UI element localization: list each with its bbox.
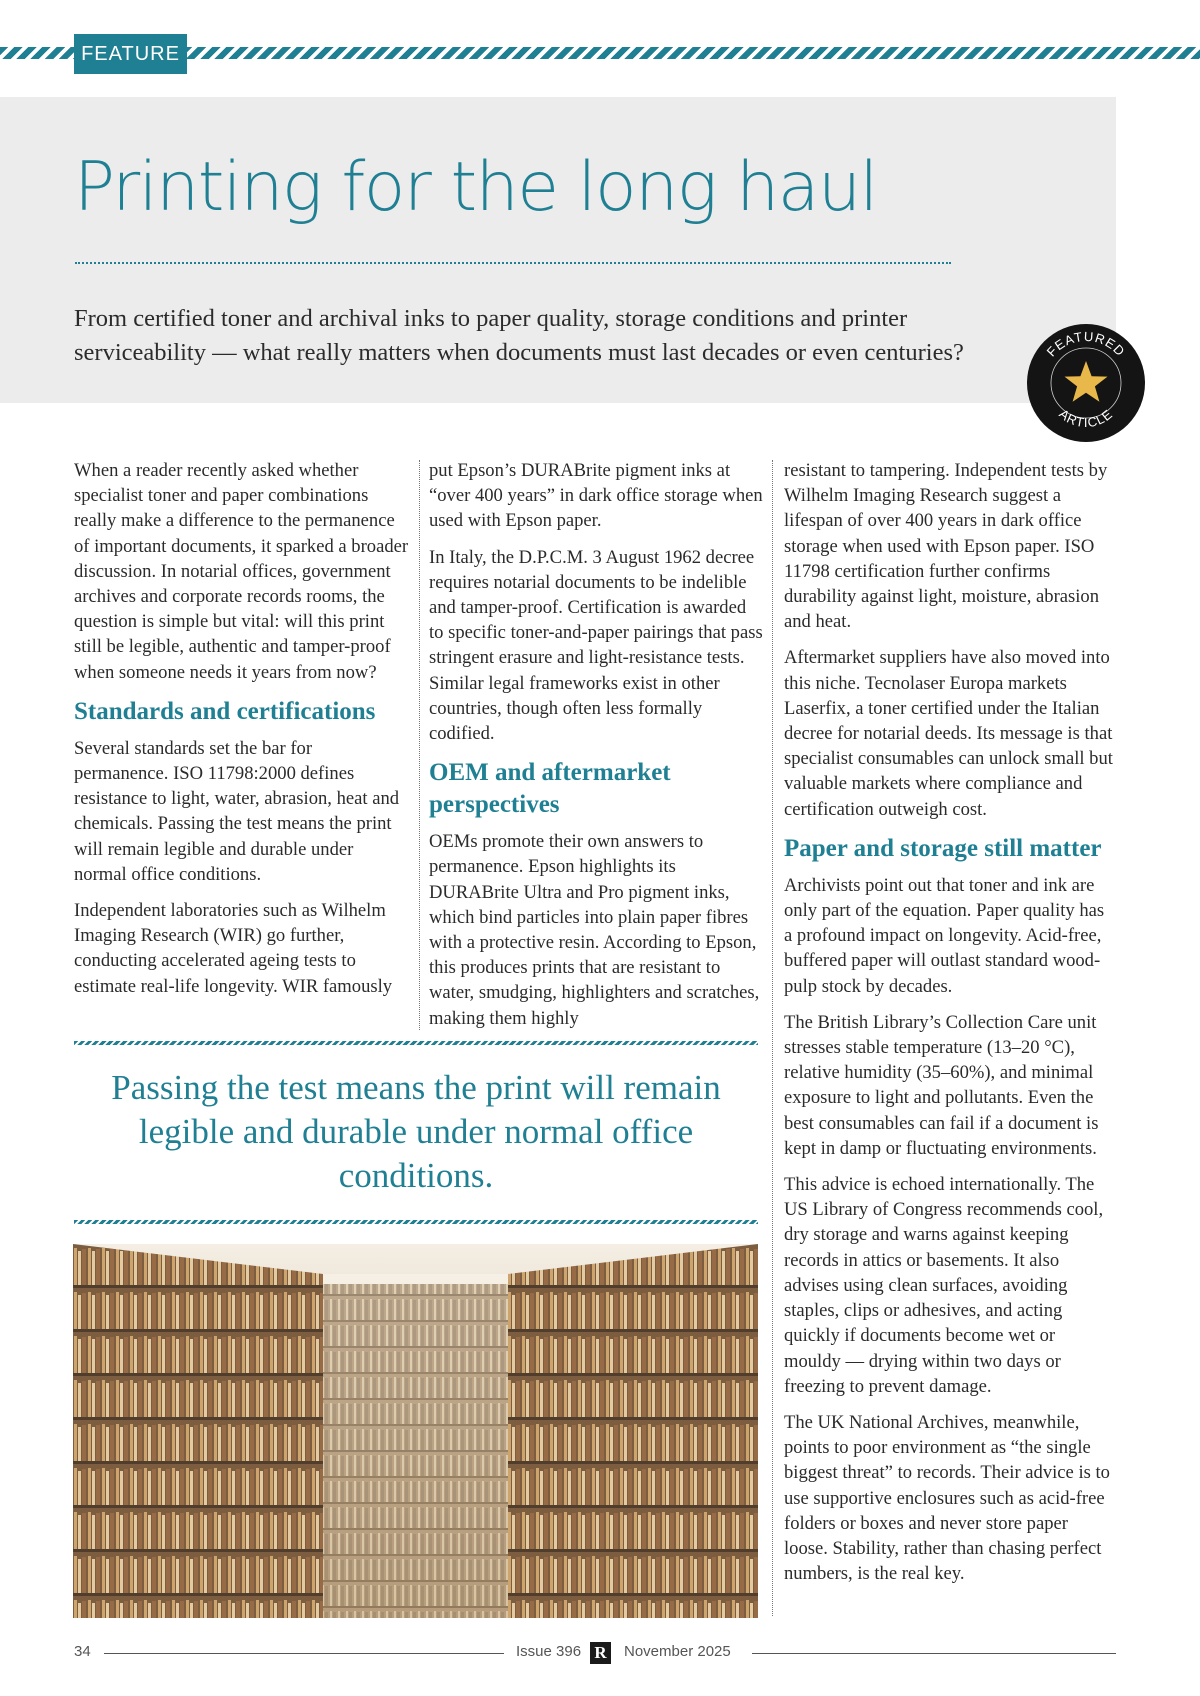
body-paragraph: OEMs promote their own answers to permanence. Epson highlights its DURABrite Ultra and Pro pigment inks, which bind particles into plain paper fibres with a protective resin. According to Epson, this produces prints that are resistant to water, smudging, highlighters and scratches, making them highly <box>429 831 760 1029</box>
body-paragraph: Aftermarket suppliers have also moved into this niche. Tecnolaser Europa markets Laserfix, a toner certified under the Italian decree for notarial deeds. Its message is that specialist consumables can unlock small but valuable markets where compliance and certification outweigh cost. <box>784 647 1113 820</box>
page-title: Printing for the long haul <box>74 148 877 227</box>
column-divider <box>419 460 420 1030</box>
body-paragraph: The UK National Archives, meanwhile, points to poor environment as “the single biggest threat” to records. Their advice is to use supportive enclosures such as acid-free folders or boxes and never store paper loose. Stability, rather than chasing perfect numbers, is the real key. <box>784 1411 1110 1585</box>
body-paragraph: The British Library’s Collection Care unit stresses stable temperature (13–20 °C), relative humidity (35–60%), and minimal exposure to light and pollutants. Even the best consumables can fail if a document is kept in damp or fluctuating environments. <box>784 1011 1099 1159</box>
pull-quote-bottom-rule <box>74 1220 758 1224</box>
footer-rule <box>104 1653 504 1654</box>
featured-article-badge <box>1026 323 1146 443</box>
subheading: OEM and aftermarket perspectives <box>429 759 671 819</box>
body-paragraph: Several standards set the bar for permanence. ISO 11798:2000 defines resistance to light, water, abrasion, heat and chemicals. Passing the test means the print will remain legible and durable under normal office conditions. <box>74 737 400 885</box>
standfirst: From certified toner and archival inks to paper quality, storage conditions and printer serviceability — what really matters when documents must last decades or even centuries? <box>74 305 964 366</box>
body-paragraph: This advice is echoed internationally. The US Library of Congress recommends cool, dry storage and warns against keeping records in attics or basements. It also advises using clean surfaces, avoiding staples, clips or adhesives, and acting quickly if documents become wet or mouldy — drying within two days or freezing to prevent damage. <box>784 1174 1104 1397</box>
pull-quote-top-rule <box>74 1041 758 1045</box>
article-column-3 <box>784 458 1116 1597</box>
column-divider <box>772 460 773 1616</box>
pull-quote: Passing the test means the print will remain legible and durable under normal office conditions. <box>111 1068 721 1195</box>
body-paragraph: resistant to tampering. Independent tests by Wilhelm Imaging Research suggest a lifespan of over 400 years in dark office storage when used with Epson paper. ISO 11798 certification further confirms durability against light, moisture, abrasion and heat. <box>784 460 1108 633</box>
body-paragraph: Archivists point out that toner and ink are only part of the equation. Paper quality has a profound impact on longevity. Acid-free, buffered paper will outlast standard wood-pulp stock by decades. <box>784 874 1105 997</box>
magazine-logo: R <box>590 1642 611 1664</box>
issue-number: Issue 396 <box>516 1643 582 1660</box>
article-column-2 <box>429 458 764 1042</box>
body-paragraph: When a reader recently asked whether specialist toner and paper combinations really make a difference to the permanence of important documents, it sparked a broader discussion. In notarial offices, government archives and corporate records rooms, the question is simple but vital: will this print still be legible, authentic and tamper-proof when someone needs it years from now? <box>74 460 409 683</box>
library-shelves-photo <box>73 1244 758 1618</box>
badge-bottom-text: ARTICLE <box>1056 406 1116 431</box>
footer-rule <box>752 1653 1116 1654</box>
body-paragraph: put Epson’s DURABrite pigment inks at “over 400 years” in dark office storage when used with Epson paper. <box>429 460 763 532</box>
issue-date: November 2025 <box>624 1643 731 1660</box>
subheading: Paper and storage still matter <box>784 834 1102 862</box>
page-number: 34 <box>74 1643 91 1660</box>
badge-top-text: FEATURED <box>1043 328 1129 360</box>
article-column-1 <box>74 458 410 1010</box>
body-paragraph: Independent laboratories such as Wilhelm Imaging Research (WIR) go further, conducting accelerated ageing tests to estimate real-life longevity. WIR famously <box>74 900 393 997</box>
section-tag: FEATURE <box>74 34 187 74</box>
body-paragraph: In Italy, the D.P.C.M. 3 August 1962 decree requires notarial documents to be indelible and tamper-proof. Certification is awarded to specific toner-and-paper pairings that pass stringent erasure and light-resistance tests. Similar legal frameworks exist in other countries, though often less formally codified. <box>429 546 763 745</box>
subheading: Standards and certifications <box>74 697 376 725</box>
title-divider <box>75 262 951 264</box>
